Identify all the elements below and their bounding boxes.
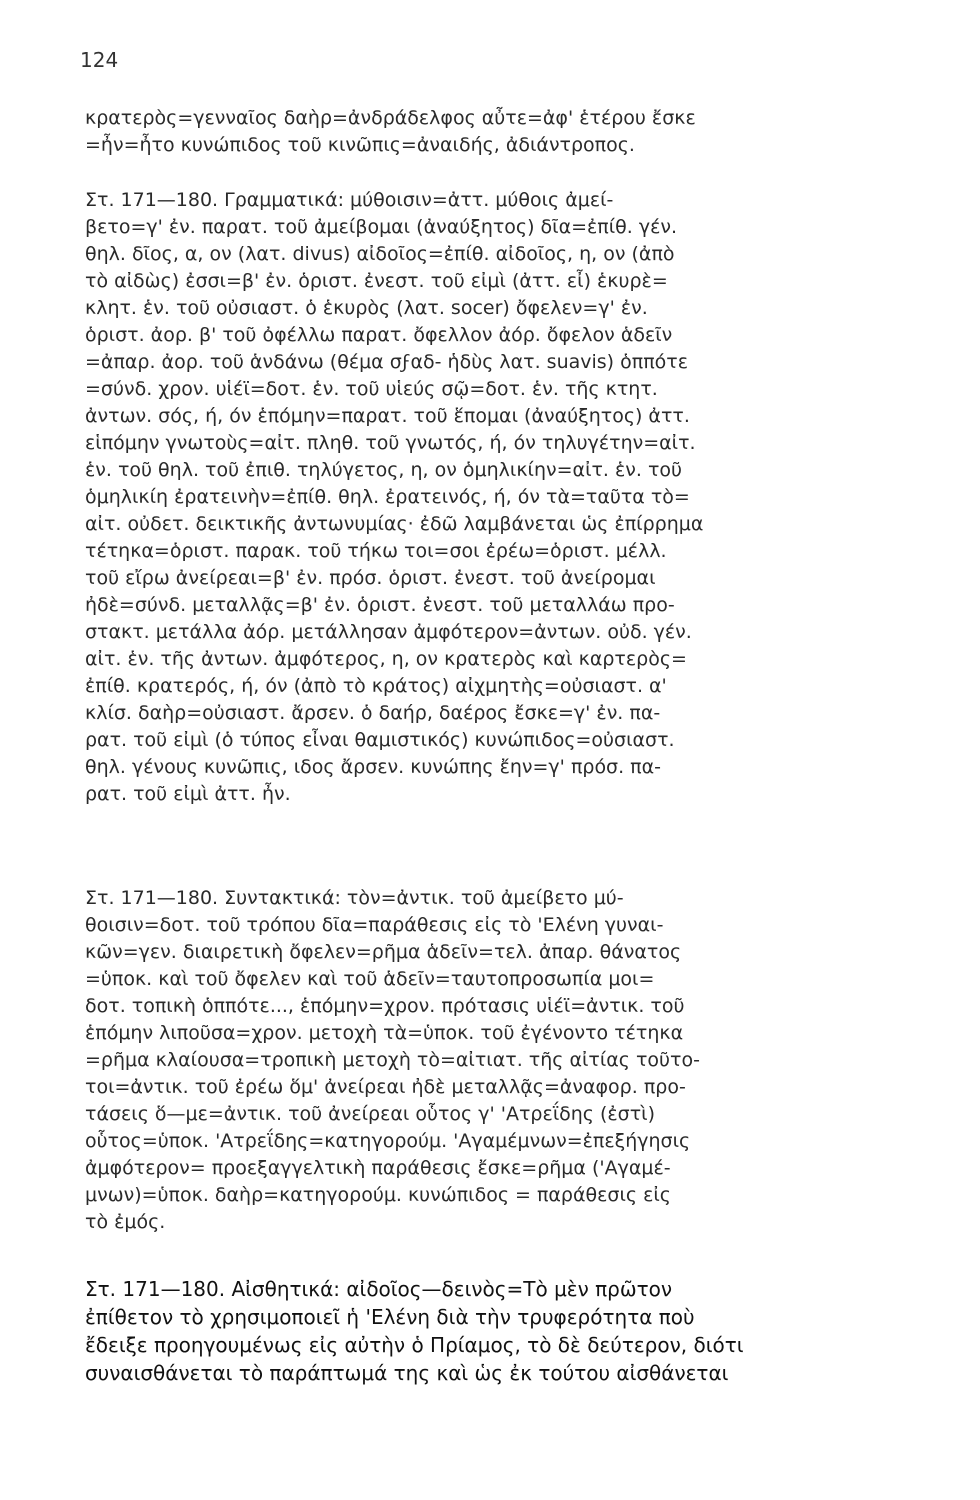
text-line: ὁμηλικίη ἐρατεινὴν=ἐπίθ. θηλ. ἐρατεινός, ή, όν τὰ=ταῦτα τὸ= [85, 486, 690, 508]
text-line: Στ. 171—180. Αἰσθητικά: αἰδοῖος—δεινὸς=Τὸ μὲν πρῶτον [85, 1277, 673, 1301]
text-line: βετο=γ' ἐν. παρατ. τοῦ ἀμείβομαι (ἀναύξητος) δῖα=ἐπίθ. γέν. [85, 216, 678, 238]
text-line: ἑπόμην λιποῦσα=χρον. μετοχὴ τὰ=ὑποκ. τοῦ ἐγένοντο τέτηκα [85, 1022, 684, 1044]
glossary-block [85, 105, 945, 159]
text-line: δοτ. τοπικὴ ὁππότε..., ἑπόμην=χρον. πρότασις υἱέϊ=ἀντικ. τοῦ [85, 995, 685, 1017]
syntax-section [85, 885, 945, 1236]
text-line: τοῦ εἴρω ἀνείρεαι=β' ἐν. πρόσ. ὁριστ. ἐνεστ. τοῦ ἀνείρομαι [85, 567, 656, 589]
text-line: ἐπίθετον τὸ χρησιμοποιεῖ ἡ 'Ελένη διὰ τὴν τρυφερότητα ποὺ [85, 1305, 695, 1329]
text-line: εἱπόμην γνωτοὺς=αἰτ. πληθ. τοῦ γνωτός, ή, όν τηλυγέτην=αἰτ. [85, 432, 696, 454]
text-line: ὁριστ. ἀορ. β' τοῦ ὀφέλλω παρατ. ὄφελλον ἀόρ. ὄφελον ἁδεῖν [85, 324, 673, 346]
text-line: ρατ. τοῦ εἰμὶ (ὁ τύπος εἶναι θαμιστικός) κυνώπιδος=οὐσιαστ. [85, 729, 675, 751]
text-line: συναισθάνεται τὸ παράπτωμά της καὶ ὡς ἐκ τούτου αἰσθάνεται [85, 1361, 729, 1385]
text-line: ἔδειξε προηγουμένως εἰς αὐτὴν ὁ Πρίαμος, τὸ δὲ δεύτερον, διότι [85, 1333, 744, 1357]
text-line: ἐπίθ. κρατερός, ή, όν (ἀπὸ τὸ κράτος) αἰχμητὴς=οὐσιαστ. α' [85, 675, 667, 697]
text-line: αἰτ. οὐδετ. δεικτικῆς ἀντωνυμίας· ἐδῶ λαμβάνεται ὡς ἐπίρρημα [85, 513, 704, 535]
text-line: ρατ. τοῦ εἰμὶ ἀττ. ἦν. [85, 783, 291, 805]
text-line: τὸ αἰδὼς) ἐσσι=β' ἐν. ὁριστ. ἐνεστ. τοῦ εἰμὶ (ἀττ. εἶ) ἑκυρὲ= [85, 270, 668, 292]
text-line: θοισιν=δοτ. τοῦ τρόπου δῖα=παράθεσις εἰς τὸ 'Ελένη γυναι- [85, 914, 664, 936]
text-line: =σύνδ. χρον. υἱέϊ=δοτ. ἑν. τοῦ υἱεύς σῷ=δοτ. ἑν. τῆς κτητ. [85, 378, 658, 400]
text-line: κλητ. ἑν. τοῦ οὐσιαστ. ὁ ἑκυρὸς (λατ. socer) ὄφελεν=γ' ἐν. [85, 297, 648, 319]
text-line: ἀμφότερον= προεξαγγελτικὴ παράθεσις ἔσκε=ρῆμα ('Αγαμέ- [85, 1157, 671, 1179]
text-line: στακτ. μετάλλα ἀόρ. μετάλλησαν ἀμφότερον=ἀντων. οὐδ. γέν. [85, 621, 692, 643]
text-line: θηλ. δῖος, α, ον (λατ. divus) αἰδοῖος=ἐπίθ. αἰδοῖος, η, ον (ἀπὸ [85, 243, 675, 265]
text-line: τάσεις ὅ—με=ἀντικ. τοῦ ἀνείρεαι οὗτος γ' 'Ατρεΐδης (ἐστὶ) [85, 1103, 655, 1125]
text-line: μνων)=ὑποκ. δαὴρ=κατηγορούμ. κυνώπιδος = παράθεσις εἰς [85, 1184, 671, 1206]
text-line: Στ. 171—180. Γραμματικά: μύθοισιν=ἀττ. μύθοις ἀμεί- [85, 189, 614, 211]
text-line: Στ. 171—180. Συντακτικά: τὸν=ἀντικ. τοῦ ἀμείβετο μύ- [85, 887, 624, 909]
text-line: =ὑποκ. καὶ τοῦ ὄφελεν καὶ τοῦ ἁδεῖν=ταυτοπροσωπία μοι= [85, 968, 655, 990]
text-line: τοι=ἀντικ. τοῦ ἐρέω ὅμ' ἀνείρεαι ἠδὲ μεταλλᾷς=ἀναφορ. προ- [85, 1076, 686, 1098]
text-line: ἀντων. σός, ή, όν ἑπόμην=παρατ. τοῦ ἕπομαι (ἀναύξητος) ἀττ. [85, 405, 690, 427]
text-line: τὸ ἐμός. [85, 1211, 166, 1233]
aesthetics-section [85, 1275, 945, 1387]
text-line: αἰτ. ἑν. τῆς ἀντων. ἀμφότερος, η, ον κρατερὸς καὶ καρτερὸς= [85, 648, 687, 670]
grammar-section [85, 187, 945, 808]
text-line: ἠδὲ=σύνδ. μεταλλᾷς=β' ἐν. ὁριστ. ἐνεστ. τοῦ μεταλλάω προ- [85, 594, 675, 616]
text-line: =ἦν=ἦτο κυνώπιδος τοῦ κινῶπις=ἀναιδής, ἀδιάντροπος. [85, 134, 635, 156]
text-line: οὗτος=ὑποκ. 'Ατρεΐδης=κατηγορούμ. 'Αγαμέμνων=ἐπεξήγησις [85, 1130, 691, 1152]
page-number: 124 [80, 48, 119, 72]
text-line: =ρῆμα κλαίουσα=τροπικὴ μετοχὴ τὸ=αἰτιατ. τῆς αἰτίας τοῦτο- [85, 1049, 700, 1071]
text-line: κρατερὸς=γενναῖος δαὴρ=ἀνδράδελφος αὖτε=ἀφ' ἑτέρου ἔσκε [85, 107, 696, 129]
text-line: κῶν=γεν. διαιρετικὴ ὄφελεν=ρῆμα ἁδεῖν=τελ. ἀπαρ. θάνατος [85, 941, 682, 963]
text-line: ἑν. τοῦ θηλ. τοῦ ἐπιθ. τηλύγετος, η, ον ὁμηλικίην=αἰτ. ἑν. τοῦ [85, 459, 683, 481]
text-line: τέτηκα=ὁριστ. παρακ. τοῦ τήκω τοι=σοι ἐρέω=ὁριστ. μέλλ. [85, 540, 667, 562]
text-line: κλίσ. δαὴρ=οὐσιαστ. ἄρσεν. ὁ δαήρ, δαέρος ἔσκε=γ' ἐν. πα- [85, 702, 661, 724]
text-line: θηλ. γένους κυνῶπις, ιδος ἄρσεν. κυνώπης ἔην=γ' πρόσ. πα- [85, 756, 662, 778]
text-line: =ἀπαρ. ἀορ. τοῦ ἁνδάνω (θέμα σϝαδ- ἡδὺς λατ. suavis) ὁππότε [85, 351, 688, 373]
